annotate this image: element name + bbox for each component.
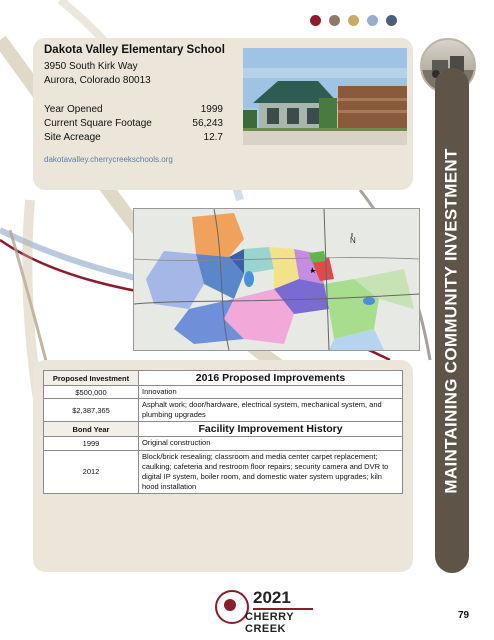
page-number: 79 [458,610,470,621]
logo-district-name: CHERRY CREEK [245,611,294,635]
table-row [44,422,403,437]
column-header: Bond Year [44,422,139,437]
color-dot [367,15,378,26]
school-building-photo [243,48,407,145]
table-row [44,386,403,399]
bond-year: 1999 [44,437,139,450]
side-title-band [435,68,469,573]
stat-label: Current Square Footage [44,118,152,129]
stat-label: Year Opened [44,104,103,115]
section-title: 2016 Proposed Improvements [139,371,403,386]
color-dot [329,15,340,26]
color-dot [348,15,359,26]
history-description: Original construction [139,437,403,450]
stat-label: Site Acreage [44,132,101,143]
district-seal-icon [215,590,249,624]
history-description: Block/brick resealing; classroom and media center carpet replacement; caulking; cafeteria and restroom floor repairs; security camera and DVR to digital IP system, boiler room, and domestic water system upgrades; kiln hood installation [139,450,403,494]
school-website-link[interactable]: dakotavalley.cherrycreekschools.org [44,155,173,164]
bond-year: 2012 [44,450,139,494]
stat-value: 56,243 [192,118,223,129]
table-row [44,371,403,386]
table-row [44,437,403,450]
header-color-dots [310,15,397,26]
improvement-description: Innovation [139,386,403,399]
school-name: Dakota Valley Elementary School [44,44,225,56]
table-row [44,450,403,494]
address-line-1: 3950 South Kirk Way [44,61,138,72]
cherry-creek-logo [215,588,325,635]
investment-amount: $2,387,365 [44,399,139,422]
column-header: Proposed Investment [44,371,139,386]
logo-divider [253,608,313,610]
logo-year: 2021 [253,588,291,607]
color-dot [386,15,397,26]
table-row [44,399,403,422]
stat-value: 1999 [200,104,223,115]
improvements-table [43,370,403,494]
side-title: MAINTAINING COMMUNITY INVESTMENT [442,147,461,494]
section-title: Facility Improvement History [139,422,403,437]
stat-value: 12.7 [203,132,223,143]
improvements-card [33,360,413,572]
svg-text:N: N [350,236,356,245]
improvement-description: Asphalt work; door/hardware, electrical system, mechanical system, and plumbing upgrades [139,399,403,422]
attendance-area-map [133,208,420,351]
address-line-2: Aurora, Colorado 80013 [44,75,151,86]
investment-amount: $500,000 [44,386,139,399]
color-dot [310,15,321,26]
